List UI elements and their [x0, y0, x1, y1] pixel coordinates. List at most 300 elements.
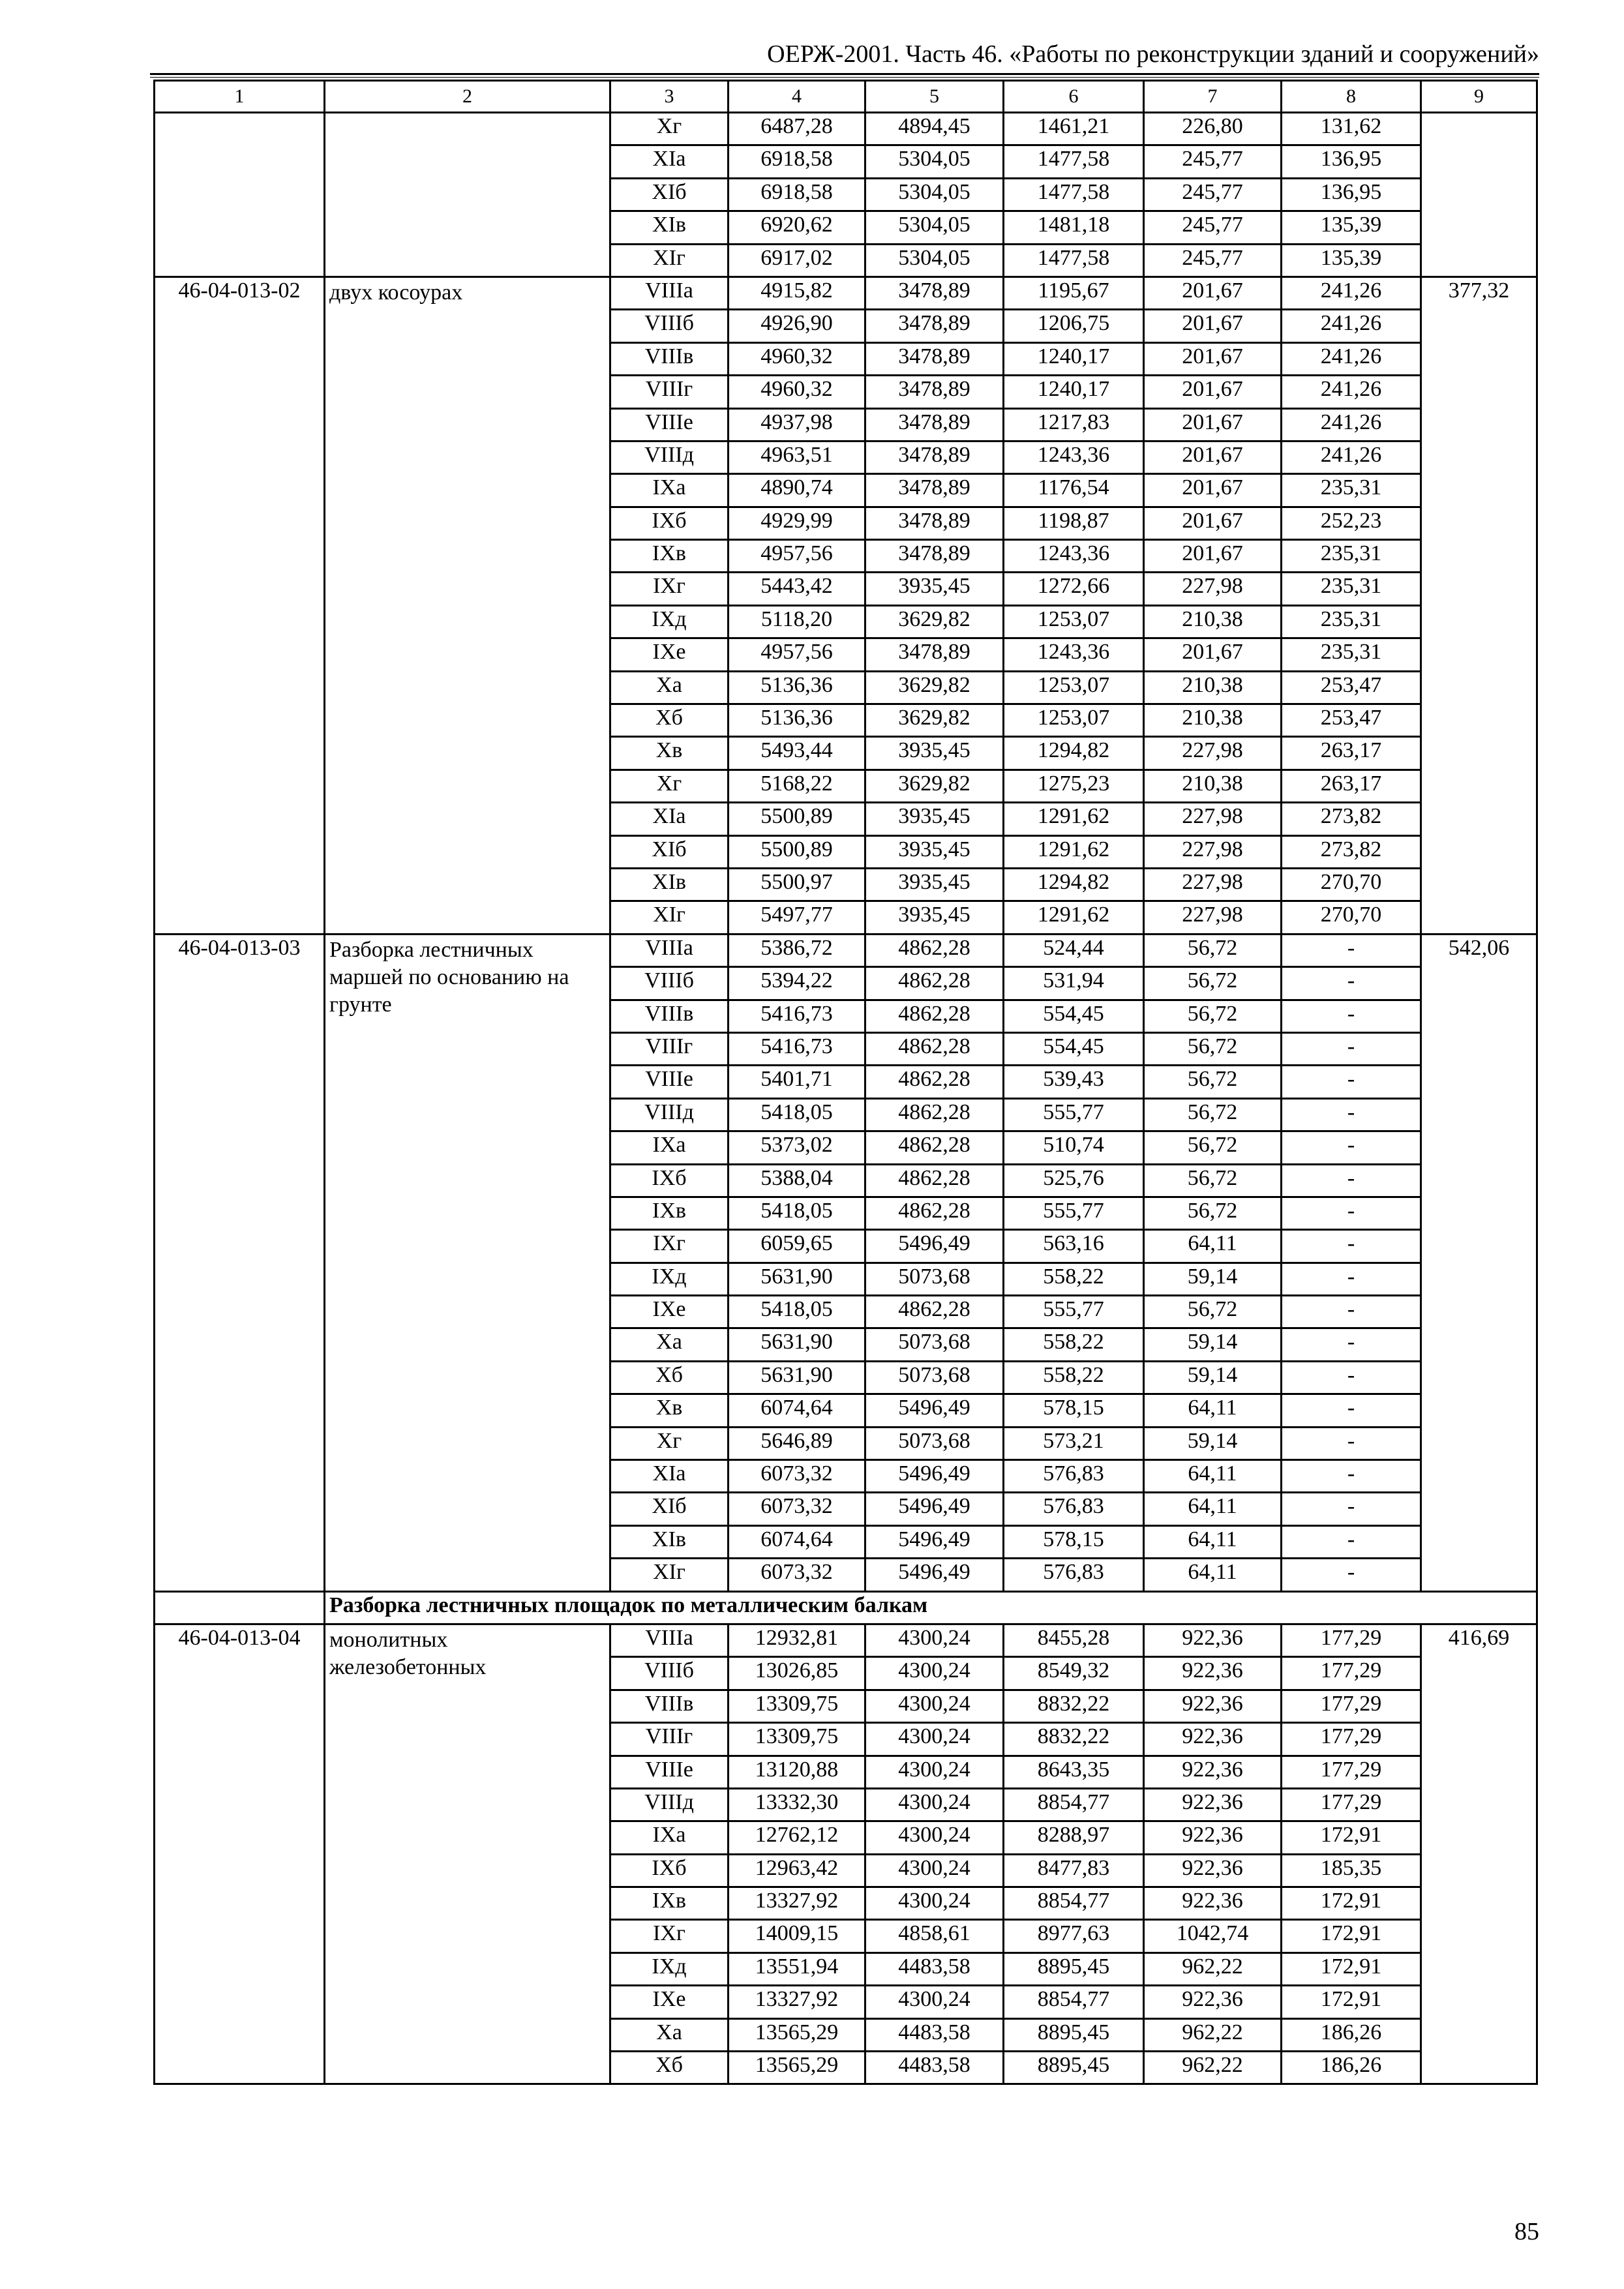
value-cell: 558,22 — [1004, 1361, 1144, 1394]
value-cell: 4960,32 — [729, 376, 865, 408]
rates-table — [153, 80, 1538, 2085]
value-cell: 3478,89 — [865, 441, 1004, 473]
value-cell: 13551,94 — [729, 1952, 865, 1985]
table-row — [155, 1624, 1537, 1656]
value-cell: 922,36 — [1144, 1986, 1282, 2018]
value-cell: 922,36 — [1144, 1690, 1282, 1722]
zone-cell: VIIIг — [610, 1032, 729, 1065]
value-cell: 4957,56 — [729, 540, 865, 573]
value-cell: 922,36 — [1144, 1854, 1282, 1887]
value-cell: 8832,22 — [1004, 1723, 1144, 1756]
value-cell: 12963,42 — [729, 1854, 865, 1887]
value-cell: 6073,32 — [729, 1559, 865, 1591]
value-cell: 201,67 — [1144, 638, 1282, 671]
value-cell: 573,21 — [1004, 1427, 1144, 1459]
value-cell: 64,11 — [1144, 1525, 1282, 1558]
value-cell: 4937,98 — [729, 408, 865, 441]
zone-cell: IXг — [610, 1920, 729, 1952]
value-cell: - — [1282, 1328, 1421, 1361]
value-cell: 5073,68 — [865, 1263, 1004, 1295]
value-cell: 177,29 — [1282, 1624, 1421, 1656]
value-cell: 201,67 — [1144, 540, 1282, 573]
value-cell: 5493,44 — [729, 737, 865, 770]
zone-cell: XIа — [610, 803, 729, 835]
section-row — [155, 1591, 1537, 1624]
zone-cell: VIIIг — [610, 376, 729, 408]
zone-cell: XIа — [610, 145, 729, 178]
value-cell: 8288,97 — [1004, 1821, 1144, 1854]
zone-cell: IXб — [610, 507, 729, 539]
value-cell: - — [1282, 1525, 1421, 1558]
table-header — [155, 81, 1537, 113]
zone-cell: VIIIе — [610, 408, 729, 441]
value-cell: 59,14 — [1144, 1263, 1282, 1295]
page-header: ОЕРЖ-2001. Часть 46. «Работы по реконструкции зданий и сооружений» — [767, 40, 1539, 68]
value-cell: 8455,28 — [1004, 1624, 1144, 1656]
value-cell: 4858,61 — [865, 1920, 1004, 1952]
value-cell: 3935,45 — [865, 835, 1004, 868]
value-cell: 4300,24 — [865, 1986, 1004, 2018]
zone-cell: IXе — [610, 638, 729, 671]
zone-cell: VIIIд — [610, 1788, 729, 1821]
value-cell: 64,11 — [1144, 1493, 1282, 1525]
labor-cost: 416,69 — [1421, 1624, 1537, 2084]
zone-cell: Xа — [610, 2018, 729, 2051]
value-cell: 4862,28 — [865, 1296, 1004, 1328]
value-cell: 3629,82 — [865, 605, 1004, 638]
value-cell: 210,38 — [1144, 605, 1282, 638]
value-cell: 4929,99 — [729, 507, 865, 539]
rate-code: 46-04-013-04 — [155, 1624, 325, 2084]
value-cell: 1217,83 — [1004, 408, 1144, 441]
value-cell: 59,14 — [1144, 1361, 1282, 1394]
value-cell: 172,91 — [1282, 1920, 1421, 1952]
column-header-8: 8 — [1282, 81, 1421, 113]
value-cell: 5496,49 — [865, 1394, 1004, 1427]
value-cell: 59,14 — [1144, 1328, 1282, 1361]
table-body — [155, 113, 1537, 2084]
value-cell: 3935,45 — [865, 737, 1004, 770]
value-cell: 558,22 — [1004, 1263, 1144, 1295]
zone-cell: IXа — [610, 1131, 729, 1164]
value-cell: 1477,58 — [1004, 178, 1144, 211]
value-cell: 5304,05 — [865, 178, 1004, 211]
value-cell: 5496,49 — [865, 1559, 1004, 1591]
value-cell: 8854,77 — [1004, 1887, 1144, 1920]
zone-cell: VIIIа — [610, 277, 729, 309]
value-cell: 510,74 — [1004, 1131, 1144, 1164]
value-cell: 13327,92 — [729, 1887, 865, 1920]
value-cell: 245,77 — [1144, 145, 1282, 178]
value-cell: 131,62 — [1282, 113, 1421, 145]
value-cell: 4300,24 — [865, 1756, 1004, 1788]
value-cell: 185,35 — [1282, 1854, 1421, 1887]
value-cell: 64,11 — [1144, 1460, 1282, 1493]
zone-cell: XIб — [610, 178, 729, 211]
value-cell: 201,67 — [1144, 277, 1282, 309]
value-cell: 13327,92 — [729, 1986, 865, 2018]
zone-cell: IXг — [610, 573, 729, 605]
value-cell: 8977,63 — [1004, 1920, 1144, 1952]
value-cell: 12932,81 — [729, 1624, 865, 1656]
value-cell: 177,29 — [1282, 1788, 1421, 1821]
value-cell: 3478,89 — [865, 376, 1004, 408]
value-cell: 4300,24 — [865, 1690, 1004, 1722]
zone-cell: Xб — [610, 2052, 729, 2084]
value-cell: 8895,45 — [1004, 2018, 1144, 2051]
value-cell: - — [1282, 1361, 1421, 1394]
value-cell: 6918,58 — [729, 178, 865, 211]
value-cell: 227,98 — [1144, 803, 1282, 835]
zone-cell: IXе — [610, 1296, 729, 1328]
value-cell: 524,44 — [1004, 934, 1144, 966]
value-cell: 56,72 — [1144, 1066, 1282, 1098]
value-cell: 5136,36 — [729, 704, 865, 737]
value-cell: 1461,21 — [1004, 113, 1144, 145]
value-cell: - — [1282, 1131, 1421, 1164]
value-cell: - — [1282, 1098, 1421, 1131]
zone-cell: VIIIб — [610, 1657, 729, 1690]
value-cell: 554,45 — [1004, 1032, 1144, 1065]
value-cell: 922,36 — [1144, 1887, 1282, 1920]
value-cell: 135,39 — [1282, 211, 1421, 244]
value-cell: 56,72 — [1144, 1098, 1282, 1131]
value-cell: 922,36 — [1144, 1821, 1282, 1854]
zone-cell: VIIIв — [610, 1000, 729, 1032]
value-cell: 241,26 — [1282, 342, 1421, 375]
value-cell: 555,77 — [1004, 1296, 1144, 1328]
labor-cost — [1421, 113, 1537, 277]
value-cell: 56,72 — [1144, 1296, 1282, 1328]
value-cell: 3478,89 — [865, 540, 1004, 573]
value-cell: 555,77 — [1004, 1098, 1144, 1131]
value-cell: 922,36 — [1144, 1624, 1282, 1656]
column-header-3: 3 — [610, 81, 729, 113]
value-cell: 201,67 — [1144, 376, 1282, 408]
column-header-1: 1 — [155, 81, 325, 113]
value-cell: 576,83 — [1004, 1460, 1144, 1493]
value-cell: 6059,65 — [729, 1230, 865, 1263]
value-cell: 5418,05 — [729, 1098, 865, 1131]
value-cell: 5496,49 — [865, 1493, 1004, 1525]
value-cell: 263,17 — [1282, 770, 1421, 802]
value-cell: 5496,49 — [865, 1525, 1004, 1558]
value-cell: - — [1282, 1066, 1421, 1098]
value-cell: 241,26 — [1282, 441, 1421, 473]
value-cell: 1275,23 — [1004, 770, 1144, 802]
value-cell: 13332,30 — [729, 1788, 865, 1821]
value-cell: 3478,89 — [865, 342, 1004, 375]
value-cell: - — [1282, 1427, 1421, 1459]
value-cell: 201,67 — [1144, 507, 1282, 539]
value-cell: 1294,82 — [1004, 737, 1144, 770]
value-cell: 186,26 — [1282, 2052, 1421, 2084]
zone-cell: XIв — [610, 1525, 729, 1558]
value-cell: 4957,56 — [729, 638, 865, 671]
value-cell: 172,91 — [1282, 1952, 1421, 1985]
value-cell: 1253,07 — [1004, 605, 1144, 638]
value-cell: 201,67 — [1144, 342, 1282, 375]
value-cell: 555,77 — [1004, 1197, 1144, 1229]
value-cell: 4862,28 — [865, 1197, 1004, 1229]
zone-cell: XIг — [610, 901, 729, 934]
zone-cell: VIIIе — [610, 1066, 729, 1098]
column-header-6: 6 — [1004, 81, 1144, 113]
zone-cell: Xб — [610, 1361, 729, 1394]
value-cell: 5497,77 — [729, 901, 865, 934]
value-cell: 3935,45 — [865, 573, 1004, 605]
value-cell: - — [1282, 1032, 1421, 1065]
value-cell: 5304,05 — [865, 211, 1004, 244]
value-cell: 5401,71 — [729, 1066, 865, 1098]
zone-cell: XIг — [610, 1559, 729, 1591]
value-cell: 962,22 — [1144, 1952, 1282, 1985]
value-cell: 172,91 — [1282, 1821, 1421, 1854]
zone-cell: IXб — [610, 1854, 729, 1887]
value-cell: 4862,28 — [865, 1032, 1004, 1065]
value-cell: 4862,28 — [865, 1164, 1004, 1197]
rate-description: двух косоурах — [325, 277, 610, 934]
value-cell: 177,29 — [1282, 1723, 1421, 1756]
zone-cell: VIIIд — [610, 1098, 729, 1131]
zone-cell: IXг — [610, 1230, 729, 1263]
value-cell: 6074,64 — [729, 1525, 865, 1558]
value-cell: 12762,12 — [729, 1821, 865, 1854]
value-cell: 5500,89 — [729, 803, 865, 835]
value-cell: 6918,58 — [729, 145, 865, 178]
zone-cell: IXе — [610, 1986, 729, 2018]
value-cell: - — [1282, 1296, 1421, 1328]
rate-code: 46-04-013-03 — [155, 934, 325, 1591]
value-cell: 177,29 — [1282, 1657, 1421, 1690]
value-cell: 227,98 — [1144, 868, 1282, 901]
value-cell: 5496,49 — [865, 1230, 1004, 1263]
rate-description: Разборка лестничных маршей по основанию на грунте — [325, 934, 610, 1591]
value-cell: 59,14 — [1144, 1427, 1282, 1459]
zone-cell: Xг — [610, 113, 729, 145]
value-cell: 235,31 — [1282, 474, 1421, 507]
value-cell: 136,95 — [1282, 145, 1421, 178]
rate-description: монолитных железобетонных — [325, 1624, 610, 2084]
value-cell: 1272,66 — [1004, 573, 1144, 605]
value-cell: - — [1282, 967, 1421, 1000]
value-cell: 962,22 — [1144, 2018, 1282, 2051]
value-cell: 576,83 — [1004, 1493, 1144, 1525]
value-cell: 4862,28 — [865, 1131, 1004, 1164]
value-cell: 210,38 — [1144, 770, 1282, 802]
value-cell: 5073,68 — [865, 1361, 1004, 1394]
value-cell: 5418,05 — [729, 1296, 865, 1328]
column-header-5: 5 — [865, 81, 1004, 113]
value-cell: 241,26 — [1282, 310, 1421, 342]
value-cell: 578,15 — [1004, 1394, 1144, 1427]
value-cell: 3478,89 — [865, 277, 1004, 309]
zone-cell: IXд — [610, 605, 729, 638]
value-cell: - — [1282, 1197, 1421, 1229]
value-cell: 13565,29 — [729, 2018, 865, 2051]
value-cell: 273,82 — [1282, 835, 1421, 868]
zone-cell: VIIIе — [610, 1756, 729, 1788]
zone-cell: IXб — [610, 1164, 729, 1197]
value-cell: 4483,58 — [865, 2018, 1004, 2051]
value-cell: 3629,82 — [865, 770, 1004, 802]
value-cell: 13309,75 — [729, 1690, 865, 1722]
column-header-4: 4 — [729, 81, 865, 113]
value-cell: 563,16 — [1004, 1230, 1144, 1263]
zone-cell: VIIIв — [610, 1690, 729, 1722]
value-cell: 172,91 — [1282, 1986, 1421, 2018]
value-cell: 3478,89 — [865, 310, 1004, 342]
column-header-2: 2 — [325, 81, 610, 113]
value-cell: 3935,45 — [865, 901, 1004, 934]
value-cell: 5416,73 — [729, 1000, 865, 1032]
value-cell: 578,15 — [1004, 1525, 1144, 1558]
value-cell: 136,95 — [1282, 178, 1421, 211]
zone-cell: XIв — [610, 868, 729, 901]
value-cell: 1253,07 — [1004, 704, 1144, 737]
value-cell: 1243,36 — [1004, 441, 1144, 473]
value-cell: 56,72 — [1144, 934, 1282, 966]
value-cell: 4483,58 — [865, 2052, 1004, 2084]
value-cell: 235,31 — [1282, 638, 1421, 671]
value-cell: 253,47 — [1282, 671, 1421, 704]
value-cell: 13026,85 — [729, 1657, 865, 1690]
value-cell: 5168,22 — [729, 770, 865, 802]
value-cell: 8895,45 — [1004, 1952, 1144, 1985]
value-cell: 6487,28 — [729, 113, 865, 145]
value-cell: - — [1282, 1000, 1421, 1032]
value-cell: 4862,28 — [865, 1098, 1004, 1131]
value-cell: 8832,22 — [1004, 1690, 1144, 1722]
value-cell: 3935,45 — [865, 868, 1004, 901]
value-cell: 56,72 — [1144, 967, 1282, 1000]
value-cell: 227,98 — [1144, 901, 1282, 934]
value-cell: - — [1282, 1559, 1421, 1591]
value-cell: 5500,97 — [729, 868, 865, 901]
value-cell: 5073,68 — [865, 1427, 1004, 1459]
value-cell: 5631,90 — [729, 1361, 865, 1394]
value-cell: 4862,28 — [865, 1066, 1004, 1098]
value-cell: 253,47 — [1282, 704, 1421, 737]
value-cell: 1240,17 — [1004, 376, 1144, 408]
zone-cell: Xв — [610, 737, 729, 770]
rate-code — [155, 113, 325, 277]
value-cell: 241,26 — [1282, 376, 1421, 408]
value-cell: 4300,24 — [865, 1624, 1004, 1656]
value-cell: 4915,82 — [729, 277, 865, 309]
zone-cell: XIб — [610, 835, 729, 868]
value-cell: 1243,36 — [1004, 638, 1144, 671]
table-row — [155, 934, 1537, 966]
value-cell: 6920,62 — [729, 211, 865, 244]
zone-cell: Xа — [610, 671, 729, 704]
value-cell: 576,83 — [1004, 1559, 1144, 1591]
table-row — [155, 113, 1537, 145]
value-cell: - — [1282, 1263, 1421, 1295]
value-cell: 922,36 — [1144, 1788, 1282, 1821]
zone-cell: XIа — [610, 1460, 729, 1493]
zone-cell: VIIIб — [610, 967, 729, 1000]
value-cell: 245,77 — [1144, 211, 1282, 244]
value-cell: - — [1282, 934, 1421, 966]
value-cell: 922,36 — [1144, 1756, 1282, 1788]
value-cell: 245,77 — [1144, 178, 1282, 211]
zone-cell: IXд — [610, 1952, 729, 1985]
value-cell: 962,22 — [1144, 2052, 1282, 2084]
labor-cost: 377,32 — [1421, 277, 1537, 934]
value-cell: - — [1282, 1394, 1421, 1427]
value-cell: 1294,82 — [1004, 868, 1144, 901]
section-code-cell — [155, 1591, 325, 1624]
zone-cell: VIIIб — [610, 310, 729, 342]
zone-cell: XIб — [610, 1493, 729, 1525]
zone-cell: IXа — [610, 1821, 729, 1854]
value-cell: 1481,18 — [1004, 211, 1144, 244]
value-cell: 252,23 — [1282, 507, 1421, 539]
value-cell: 235,31 — [1282, 573, 1421, 605]
value-cell: 6073,32 — [729, 1493, 865, 1525]
value-cell: 8854,77 — [1004, 1986, 1144, 2018]
zone-cell: Xа — [610, 1328, 729, 1361]
value-cell: 13309,75 — [729, 1723, 865, 1756]
section-title: Разборка лестничных площадок по металлическим балкам — [325, 1591, 1537, 1624]
value-cell: 227,98 — [1144, 737, 1282, 770]
value-cell: 226,80 — [1144, 113, 1282, 145]
value-cell: 4300,24 — [865, 1723, 1004, 1756]
value-cell: 4890,74 — [729, 474, 865, 507]
column-header-7: 7 — [1144, 81, 1282, 113]
value-cell: 5304,05 — [865, 244, 1004, 277]
value-cell: 8477,83 — [1004, 1854, 1144, 1887]
value-cell: 539,43 — [1004, 1066, 1144, 1098]
value-cell: 4300,24 — [865, 1821, 1004, 1854]
value-cell: 4300,24 — [865, 1788, 1004, 1821]
value-cell: 5416,73 — [729, 1032, 865, 1065]
value-cell: 531,94 — [1004, 967, 1144, 1000]
value-cell: 5631,90 — [729, 1263, 865, 1295]
value-cell: 4300,24 — [865, 1854, 1004, 1887]
value-cell: 64,11 — [1144, 1559, 1282, 1591]
value-cell: 8895,45 — [1004, 2052, 1144, 2084]
zone-cell: VIIIд — [610, 441, 729, 473]
value-cell: 4483,58 — [865, 1952, 1004, 1985]
value-cell: 64,11 — [1144, 1230, 1282, 1263]
labor-cost: 542,06 — [1421, 934, 1537, 1591]
value-cell: 177,29 — [1282, 1756, 1421, 1788]
value-cell: 5631,90 — [729, 1328, 865, 1361]
rate-code: 46-04-013-02 — [155, 277, 325, 934]
value-cell: 4862,28 — [865, 934, 1004, 966]
value-cell: 5394,22 — [729, 967, 865, 1000]
value-cell: 8854,77 — [1004, 1788, 1144, 1821]
value-cell: 227,98 — [1144, 835, 1282, 868]
value-cell: 5418,05 — [729, 1197, 865, 1229]
value-cell: 1291,62 — [1004, 803, 1144, 835]
value-cell: 263,17 — [1282, 737, 1421, 770]
value-cell: 3629,82 — [865, 704, 1004, 737]
value-cell: 4963,51 — [729, 441, 865, 473]
zone-cell: XIг — [610, 244, 729, 277]
zone-cell: IXв — [610, 540, 729, 573]
value-cell: 13120,88 — [729, 1756, 865, 1788]
value-cell: 273,82 — [1282, 803, 1421, 835]
value-cell: - — [1282, 1164, 1421, 1197]
zone-cell: IXв — [610, 1887, 729, 1920]
value-cell: 922,36 — [1144, 1723, 1282, 1756]
value-cell: 201,67 — [1144, 408, 1282, 441]
value-cell: 56,72 — [1144, 1131, 1282, 1164]
value-cell: 3935,45 — [865, 803, 1004, 835]
